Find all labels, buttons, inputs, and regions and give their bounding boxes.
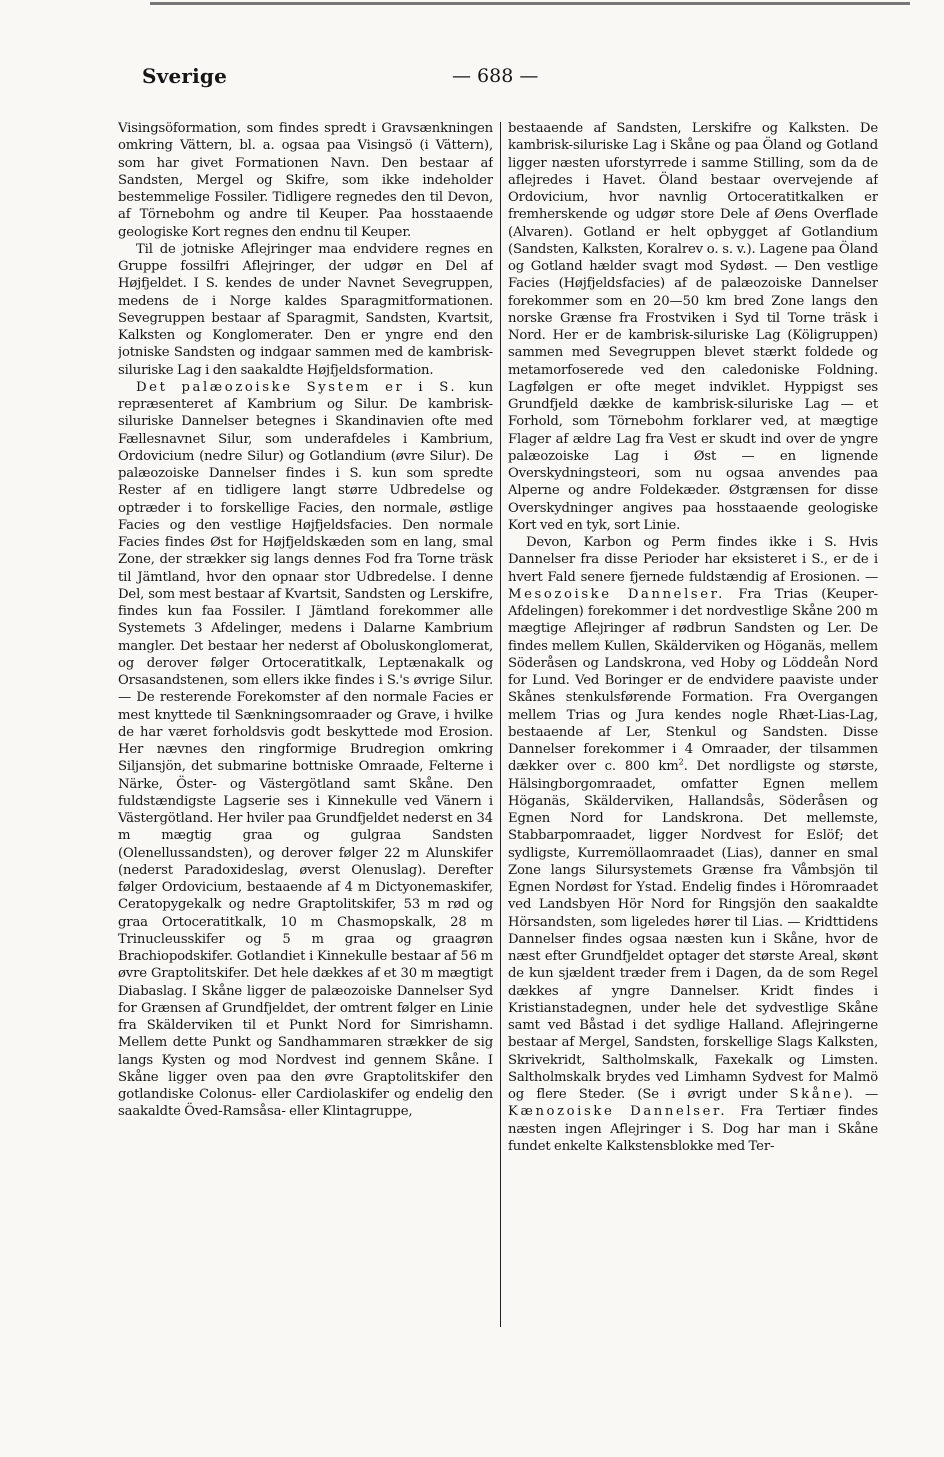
tertiary-text: Fra Tertiær findes næsten ingen Aflejringer i S. Dog har man i Skåne fundet enkelte Kalkstensblokke med Ter- — [508, 1104, 878, 1154]
reference-close: ). — — [843, 1087, 878, 1102]
superscript-two: 2 — [678, 757, 684, 767]
running-header — [142, 64, 882, 94]
top-edge-rule — [150, 2, 910, 5]
paragraph-devon-mesozoic — [508, 534, 878, 1155]
spaced-heading-palaeozoiske: Det palæozoiske System er i S. — [136, 379, 458, 395]
page-number: — 688 — — [452, 65, 539, 87]
spaced-reference-skane: Skåne — [789, 1087, 844, 1102]
paragraph-visingso: Visingsöformation, som findes spredt i Gravsænkningen omkring Vättern, bl. a. ogsaa paa Visingsö (i Vättern), som har givet Formationen Navn. Den bestaar af Sandsten, Mergel og Skifre, som ikke indeholder bestemmelige Fossiler. Tidligere regnedes den til Devon, af Törnebohm og andre til Keuper. Paa hosstaaende geologiske Kort regnes den endnu til Keuper. — [118, 121, 493, 240]
section-title: Sverige — [142, 64, 228, 88]
paragraph-jotniske: Til de jotniske Aflejringer maa endvidere regnes en Gruppe fossilfri Aflejringer, der udgør en Del af Højfjeldet. I S. kendes de under Navnet Sevegruppen, medens de i Norge kaldes Sparagmitformationen. Sevegruppen bestaar af Sparagmit, Sandsten, Kvartsit, Kalksten og Konglomerater. Den er yngre end den jotniske Sandsten og indgaar sammen med de kambrisk-siluriske Lag i den saakaldte Højfjeldsformation. — [118, 241, 493, 378]
spaced-heading-kaenozoiske: Kænozoiske Dannelser. — [508, 1104, 728, 1120]
devon-text: Devon, Karbon og Perm findes ikke i S. Hvis Dannelser fra disse Perioder har eksisteret i S., er de i hvert Fald senere fjernede fuldstændig af Erosionen. — — [508, 535, 878, 585]
rhaet-lias-text: . Det nordligste og største, Hälsingborgomraadet, omfatter Egnen mellem Höganäs, Skälderviken, Hallandsås, Söderåsen og Egnen Nord for Landskrona. Det mellemste, Stabbarpomraadet, ligger Nordvest for Eslöf; det sydligste, Kurremöllaomraadet (Lias), danner en smal Zone langs Silursystemets Grænse fra Våmbsjön til Egnen Nordøst for Ystad. Endelig findes i Höromraadet ved Landsbyen Hör Nord for Ringsjön den saakaldte Hörsandsten, som ligeledes hører til Lias. — Kridttidens Dannelser findes ogsaa næsten kun i Skåne, hvor de næst efter Grundfjeldet optager det største Areal, skønt de kun sjældent træder frem i Dagen, da de som Regel dækkes af yngre Dannelser. Kridt findes i Kristianstadegnen, under hele det sydvestlige Skåne samt ved Båstad i det sydlige Halland. Aflejringerne bestaar af Mergel, Sandsten, forskellige Slags Kalksten, Skrivekridt, Saltholmskalk, Faxekalk og Limsten. Saltholmskalk brydes ved Limhamn Sydvest for Malmö og flere Steder. (Se i øvrigt under — [508, 759, 878, 1102]
paragraph-kambrisk-continued: bestaaende af Sandsten, Lerskifre og Kalksten. De kambrisk-siluriske Lag i Skåne og paa Öland og Gotland ligger næsten uforstyrrede i samme Stilling, som da de aflejredes i Havet. Öland bestaar overvejende af Ordovicium, hvor navnlig Ortoceratitkalken er fremherskende og udgør store Dele af Øens Overflade (Alvaren). Gotland er helt opbygget af Gotlandium (Sandsten, Kalksten, Koralrev o. s. v.). Lagene paa Öland og Gotland hælder svagt mod Sydøst. — Den vestlige Facies (Højfjeldsfacies) af de palæozoiske Dannelser forekommer som en 20—50 km bred Zone langs den norske Grænse fra Frostviken i Syd til Torne träsk i Nord. Her er de kambrisk-siluriske Lag (Köligruppen) sammen med Sevegruppen blevet stærkt foldede og metamorfoserede ved den caledoniske Foldning. Lagfølgen er ofte meget indviklet. Hyppigst ses Grundfjeld dække de kambrisk-siluriske Lag — et Forhold, som Törnebohm forklarer ved, at mægtige Flager af ældre Lag fra Vest er skudt ind over de yngre palæozoiske Lag i Øst — en lignende Overskydningsteori, som nu ogsaa anvendes paa Alperne og andre Foldekæder. Østgrænsen for disse Overskydninger angives paa hosstaaende geologiske Kort ved en tyk, sort Linie. — [508, 121, 878, 533]
trias-text: Fra Trias (Keuper-Afdelingen) forekommer i det nordvestlige Skåne 200 m mægtige Aflejringer af rødbrun Sandsten og Ler. De findes mellem Kullen, Skälderviken og Höganäs, mellem Söderåsen og Landskrona, ved Hoby og Löddeån Nord for Lund. Ved Boringer er de endvidere paaviste under Skånes stenkulsførende Formation. Fra Overgangen mellem Trias og Jura kendes nogle Rhæt-Lias-Lag, bestaaende af Ler, Stenkul og Sandsten. Disse Dannelser forekommer i 4 Omraader, der tilsammen dækker over c. 800 km — [508, 586, 878, 775]
spaced-heading-mesozoiske: Mesozoiske Dannelser. — [508, 586, 725, 602]
paragraph-palaeozoiske — [118, 379, 493, 1121]
left-text-column — [118, 120, 493, 1335]
column-divider — [500, 122, 501, 1327]
right-text-column — [508, 120, 878, 1335]
paragraph-palaeozoiske-text: kun repræsenteret af Kambrium og Silur. De kambrisk-siluriske Dannelser betegnes i Skandinavien ofte med Fællesnavnet Silur, som underafdeles i Kambrium, Ordovicium (nedre Silur) og Gotlandium (øvre Silur). De palæozoiske Dannelser findes i S. kun som spredte Rester af en tidligere langt større Udbredelse og optræder i to forskellige Facies, den normale, østlige Facies og den vestlige Højfjeldsfacies. Den normale Facies findes Øst for Højfjeldskæden som en lang, smal Zone, der strækker sig langs dennes Fod fra Torne träsk til Jämtland, hvor den opnaar stor Udbredelse. I denne Del, som mest bestaar af Kvartsit, Sandsten og Lerskifre, findes kun faa Fossiler. I Jämtland forekommer alle Systemets 3 Afdelinger, medens i Dalarne Kambrium mangler. Det bestaar her nederst af Oboluskonglomerat, og derover følger Ortoceratitkalk, Leptænakalk og Orsasandstenen, som ellers ikke findes i S.'s øvrige Silur. — De resterende Forekomster af den normale Facies er mest knyttede til Sænkningsomraader og Grave, i hvilke de har været forholdsvis godt beskyttede mod Erosion. Her nævnes den ringformige Brudregion omkring Siljansjön, det submarine bottniske Omraade, Felterne i Närke, Öster- og Västergötland samt Skåne. Den fuldstændigste Lagserie ses i Kinnekulle ved Vänern i Västergötland. Her hviler paa Grundfjeldet nederst en 34 m mægtig graa og gulgraa Sandsten (Olenellussandsten), og derover følger 22 m Alunskifer (nederst Paradoxideslag, øverst Olenuslag). Derefter følger Ordovicium, bestaaende af 4 m Dictyonemaskifer, Ceratopygekalk og nedre Graptolitskifer, 53 m rød og graa Ortoceratitkalk, 10 m Chasmopskalk, 28 m Trinucleusskifer og 5 m graa og graagrøn Brachiopodskifer. Gotlandiet i Kinnekulle bestaar af 56 m øvre Graptolitskifer. Det hele dækkes af et 30 m mægtigt Diabaslag. I Skåne ligger de palæozoiske Dannelser Syd for Grænsen af Grundfjeldet, der omtrent følger en Linie fra Skälderviken til et Punkt Nord for Simrishamn. Mellem dette Punkt og Sandhammaren strækker de sig langs Kysten og mod Nordvest ind gennem Skåne. I Skåne ligger oven paa den øvre Graptolitskifer den gotlandiske Colonus- eller Cardiolaskifer og endelig den saakaldte Öved-Ramsåsa- eller Klintagruppe, — [118, 379, 493, 1120]
